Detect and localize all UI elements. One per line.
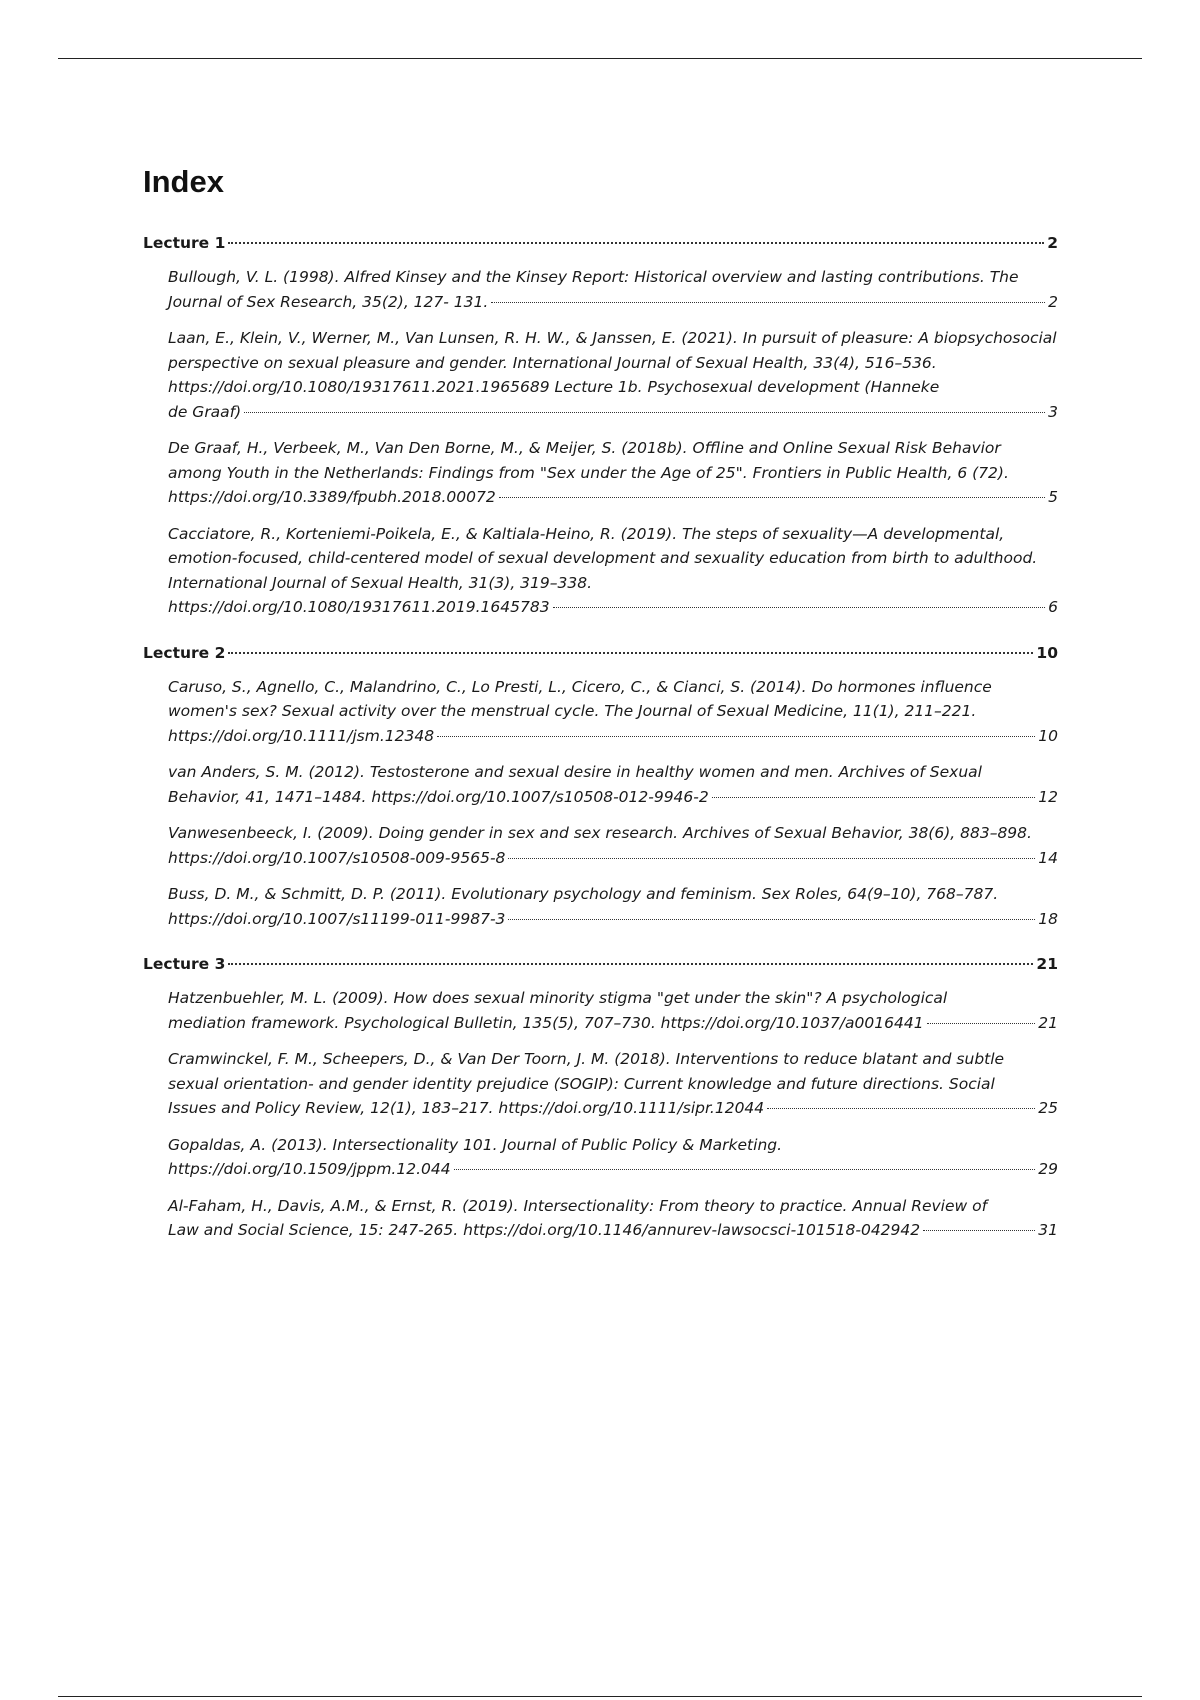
table-of-contents: [143, 230, 1058, 1243]
toc-heading-page: 10: [1036, 643, 1058, 662]
toc-heading[interactable]: [143, 951, 1058, 977]
toc-entry[interactable]: [168, 760, 1058, 809]
dot-leader: [923, 1230, 1035, 1231]
entry-tail: https://doi.org/10.1007/s10508-009-9565-8: [168, 848, 506, 867]
entry-page: 21: [1038, 1013, 1058, 1032]
entry-text: van Anders, S. M. (2012). Testosterone and sexual desire in healthy women and men. Archives of Sexual: [168, 763, 982, 781]
toc-entry[interactable]: [168, 1194, 1058, 1243]
entry-text: De Graaf, H., Verbeek, M., Van Den Borne, M., & Meijer, S. (2018b). Offline and Online Sexual Risk Behavior among Youth in the Netherlands: Findings from "Sex under the Age of 25". Frontiers in Public Health, 6 (72).: [168, 439, 1009, 482]
toc-entry[interactable]: [168, 436, 1058, 510]
toc-entry[interactable]: [168, 326, 1058, 424]
entry-page: 12: [1038, 787, 1058, 806]
toc-entry[interactable]: [168, 675, 1058, 749]
toc-heading-page: 21: [1036, 955, 1058, 973]
dot-leader: [228, 242, 1044, 244]
toc-entry[interactable]: [168, 522, 1058, 620]
entry-tail: https://doi.org/10.1007/s11199-011-9987-3: [168, 909, 506, 928]
entry-text: Bullough, V. L. (1998). Alfred Kinsey and the Kinsey Report: Historical overview and lasting contributions. The: [168, 268, 1019, 286]
entry-tail: Law and Social Science, 15: 247-265. https://doi.org/10.1146/annurev-lawsocsci-101518-042942: [168, 1221, 921, 1239]
dot-leader: [244, 412, 1045, 413]
entry-text: Al-Faham, H., Davis, A.M., & Ernst, R. (2019). Intersectionality: From theory to practice. Annual Review of: [168, 1196, 988, 1215]
entry-text: Vanwesenbeeck, I. (2009). Doing gender in sex and sex research. Archives of Sexual Behavior, 38(6), 883–898.: [168, 824, 1032, 842]
header-rule: [58, 58, 1142, 59]
entry-page: 25: [1038, 1099, 1058, 1117]
toc-heading-page: 2: [1047, 234, 1058, 252]
entry-page: 29: [1038, 1160, 1058, 1178]
entry-tail: https://doi.org/10.1080/19317611.2019.1645783: [168, 598, 550, 616]
dot-leader: [454, 1169, 1036, 1170]
dot-leader: [491, 302, 1045, 303]
entry-tail: Issues and Policy Review, 12(1), 183–217. https://doi.org/10.1111/sipr.12044: [168, 1099, 765, 1117]
toc-section-lecture-2: [143, 640, 1058, 932]
toc-heading-label: Lecture 3: [143, 955, 226, 973]
entry-tail: https://doi.org/10.1111/jsm.12348: [168, 726, 435, 745]
toc-heading[interactable]: [143, 230, 1058, 256]
toc-entry[interactable]: [168, 1133, 1058, 1182]
entry-page: 14: [1038, 848, 1058, 867]
dot-leader: [228, 963, 1033, 965]
entry-text: Cramwinckel, F. M., Scheepers, D., & Van Der Toorn, J. M. (2018). Interventions to reduce blatant and subtle sexual orientation- and gender identity prejudice (SOGIP): Current knowledge and future directions. Social: [168, 1050, 1005, 1093]
toc-entry[interactable]: [168, 882, 1058, 931]
entry-text: Buss, D. M., & Schmitt, D. P. (2011). Evolutionary psychology and feminism. Sex Roles, 64(9–10), 768–787.: [168, 885, 999, 903]
toc-entry[interactable]: [168, 265, 1058, 314]
entry-page: 2: [1048, 292, 1058, 311]
entry-page: 5: [1048, 488, 1058, 506]
entry-tail: https://doi.org/10.3389/fpubh.2018.00072: [168, 488, 496, 506]
dot-leader: [508, 919, 1035, 920]
toc-entry[interactable]: [168, 986, 1058, 1035]
toc-heading[interactable]: [143, 640, 1058, 666]
entry-tail: https://doi.org/10.1509/jppm.12.044: [168, 1160, 451, 1178]
dot-leader: [437, 736, 1035, 737]
entry-tail: mediation framework. Psychological Bulletin, 135(5), 707–730. https://doi.org/10.1037/a0016441: [168, 1013, 924, 1032]
toc-heading-label: Lecture 1: [143, 234, 226, 252]
entry-page: 3: [1048, 402, 1058, 421]
toc-section-lecture-1: [143, 230, 1058, 620]
dot-leader: [499, 497, 1045, 498]
entry-text: Cacciatore, R., Korteniemi-Poikela, E., & Kaltiala-Heino, R. (2019). The steps of sexuality—A developmental, emotion-focused, child-centered model of sexual development and sexuality education from birth to adulthood. International Journal of Sexual Health, 31(3), 319–338.: [168, 524, 1038, 592]
toc-section-lecture-3: [143, 951, 1058, 1243]
dot-leader: [553, 607, 1046, 608]
dot-leader: [228, 652, 1033, 654]
entry-tail: Behavior, 41, 1471–1484. https://doi.org/10.1007/s10508-012-9946-2: [168, 787, 709, 806]
toc-heading-label: Lecture 2: [143, 643, 226, 662]
entry-page: 18: [1038, 909, 1058, 928]
entry-text: Hatzenbuehler, M. L. (2009). How does sexual minority stigma "get under the skin"? A psychological: [168, 989, 948, 1007]
dot-leader: [927, 1023, 1036, 1024]
dot-leader: [767, 1108, 1035, 1109]
dot-leader: [508, 858, 1035, 859]
entry-text: Laan, E., Klein, V., Werner, M., Van Lunsen, R. H. W., & Janssen, E. (2021). In pursuit of pleasure: A biopsychosocial perspective on sexual pleasure and gender. International Journal of Sexual Health, 33(4), 516–536. https://doi.org/10.1080/19317611.2021.1965689 Lecture 1b. Psychosexual development (Hanneke: [168, 329, 1057, 396]
entry-text: Gopaldas, A. (2013). Intersectionality 101. Journal of Public Policy & Marketing.: [168, 1135, 783, 1154]
entry-page: 6: [1048, 598, 1058, 616]
entry-tail: Journal of Sex Research, 35(2), 127- 131.: [168, 292, 489, 311]
footer-rule: [58, 1696, 1142, 1697]
dot-leader: [712, 797, 1036, 798]
entry-tail: de Graaf): [168, 402, 242, 421]
entry-page: 31: [1038, 1221, 1058, 1239]
page-title: Index: [143, 164, 224, 199]
toc-entry[interactable]: [168, 821, 1058, 870]
toc-entry[interactable]: [168, 1047, 1058, 1121]
entry-text: Caruso, S., Agnello, C., Malandrino, C., Lo Presti, L., Cicero, C., & Cianci, S. (2014). Do hormones influence women's sex? Sexual activity over the menstrual cycle. The Journal of Sexual Medicine, 11(1), 211–221.: [168, 677, 992, 720]
entry-page: 10: [1038, 726, 1058, 745]
